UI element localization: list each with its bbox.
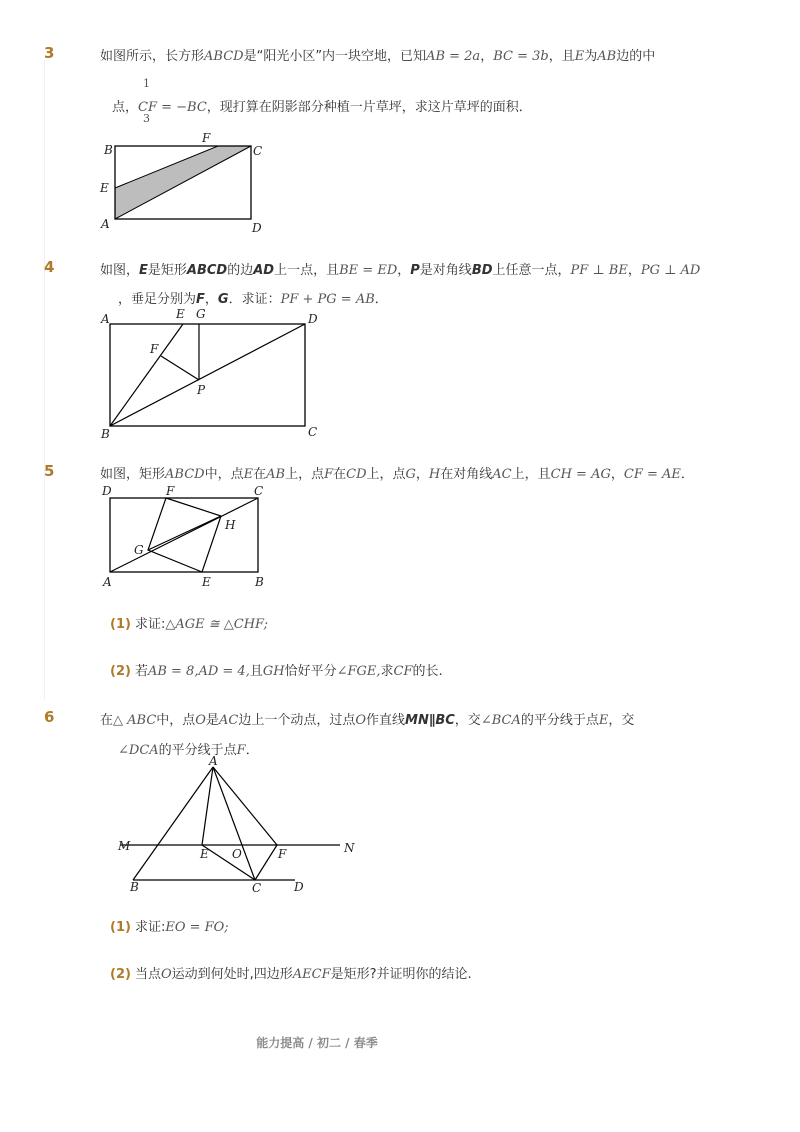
- fraction-numerator: 1: [143, 77, 150, 90]
- question-6-part-1: (1) 求证:EO = FO;: [110, 920, 229, 935]
- question-6-part-2: (2) 当点O运动到何处时,四边形AECF是矩形?并证明你的结论.: [110, 967, 472, 982]
- q6-label-C: C: [252, 881, 262, 895]
- q5-label-A: A: [103, 575, 112, 589]
- fraction-denominator: 3: [143, 112, 150, 125]
- question-6-line-1: 在△ ABC中，点O是AC边上一个动点，过点O作直线MN∥BC，交∠BCA的平分线于点E，交: [100, 713, 635, 728]
- q5-label-B: B: [255, 575, 264, 589]
- question-5-part-1: (1) 求证:△AGE ≅ △CHF;: [110, 617, 268, 632]
- q5-figure: [100, 480, 280, 590]
- q6-label-E: E: [200, 847, 209, 861]
- margin-line: [44, 60, 45, 700]
- q6-label-D: D: [294, 880, 304, 894]
- q4-label-D: D: [308, 312, 318, 326]
- question-5-number: 5: [44, 462, 55, 480]
- q6-figure: [110, 755, 370, 895]
- q4-label-F: F: [150, 342, 159, 356]
- q3-label-D: D: [252, 221, 262, 235]
- q4-label-B: B: [101, 427, 110, 441]
- question-5-part-2: (2) 若AB = 8,AD = 4,且GH恰好平分∠FGE,求CF的长.: [110, 664, 443, 679]
- question-6-line-2: ∠DCA的平分线于点F．: [118, 743, 259, 758]
- q4-figure: [100, 305, 330, 445]
- q4-label-E: E: [176, 307, 185, 321]
- q5-label-D: D: [102, 484, 112, 498]
- q6-label-M: M: [118, 839, 131, 853]
- question-4-number: 4: [44, 258, 55, 276]
- q3-label-C: C: [253, 144, 263, 158]
- question-3-line-1: 如图所示，长方形ABCD是“阳光小区”内一块空地，已知AB = 2a，BC = 3b，且E为AB边的中: [100, 49, 656, 64]
- q3-figure: [100, 130, 270, 240]
- q5-label-H: H: [225, 518, 236, 532]
- q5-label-G: G: [134, 543, 144, 557]
- q6-label-A: A: [209, 754, 218, 768]
- question-6-number: 6: [44, 708, 55, 726]
- q3-label-F: F: [202, 131, 211, 145]
- q3-label-B: B: [104, 143, 113, 157]
- q4-label-G: G: [196, 307, 206, 321]
- q6-label-N: N: [344, 841, 355, 855]
- q3-label-A: A: [101, 217, 110, 231]
- question-4-line-2: ，垂足分别为F，G．求证：PF + PG = AB．: [118, 292, 388, 307]
- q5-label-C: C: [254, 484, 264, 498]
- q5-label-F: F: [166, 484, 175, 498]
- q4-label-P: P: [197, 383, 206, 397]
- q4-label-C: C: [308, 425, 318, 439]
- question-3-line-2: 点，CF = −BC，现打算在阴影部分种植一片草坪，求这片草坪的面积．: [112, 100, 532, 115]
- question-4-line-1: 如图，E是矩形ABCD的边AD上一点，且BE = ED，P是对角线BD上任意一点，PF ⊥ BE，PG ⊥ AD: [100, 263, 701, 278]
- page-footer: 能力提高 / 初二 / 春季: [256, 1036, 378, 1050]
- q6-label-B: B: [130, 880, 139, 894]
- q3-label-E: E: [100, 181, 109, 195]
- q4-label-A: A: [101, 312, 110, 326]
- q6-label-O: O: [232, 847, 242, 861]
- q5-label-E: E: [202, 575, 211, 589]
- question-3-number: 3: [44, 44, 55, 62]
- q6-label-F: F: [278, 847, 287, 861]
- question-5-line-1: 如图，矩形ABCD中，点E在AB上，点F在CD上，点G，H在对角线AC上，且CH = AG，CF = AE．: [100, 467, 694, 482]
